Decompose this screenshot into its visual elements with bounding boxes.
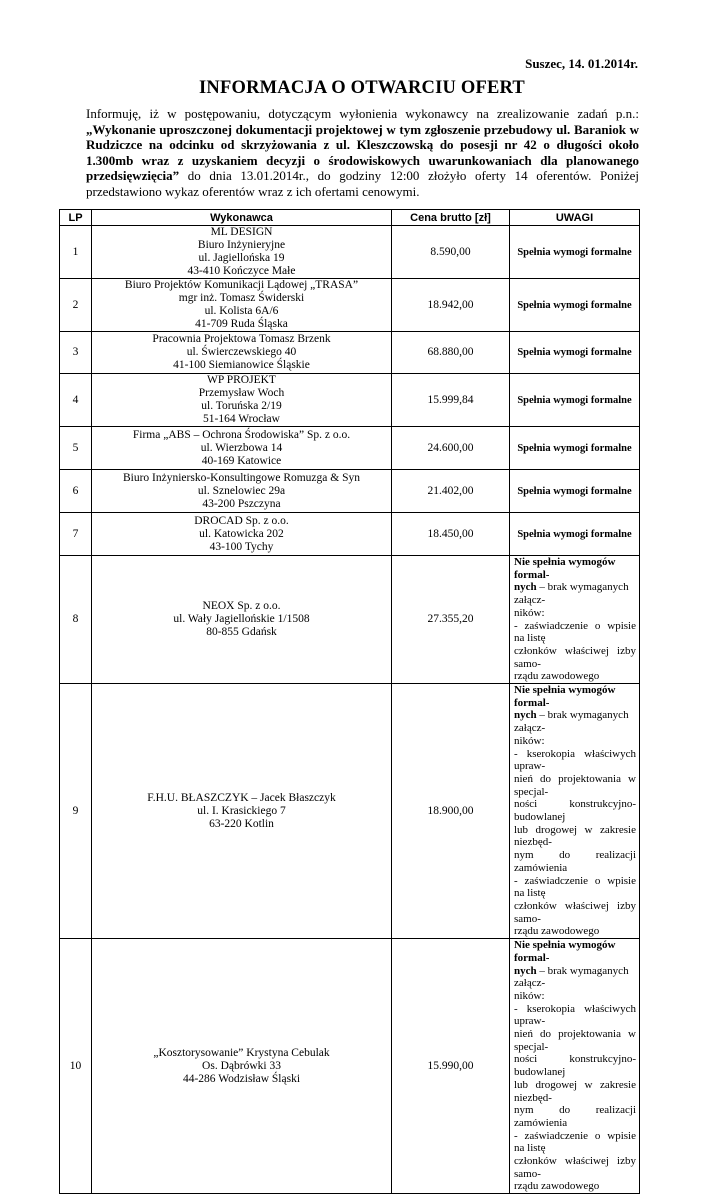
table-row [60,939,640,1194]
cell-lp: 8 [60,556,92,684]
cell-cena: 18.900,00 [392,684,510,939]
cell-cena: 8.590,00 [392,226,510,279]
wykonawca-line: ul. Wierzbowa 14 [200,441,283,454]
document-title: INFORMACJA O OTWARCIU OFERT [199,78,525,98]
cell-lp: 6 [60,470,92,513]
wykonawca-line: ul. Katowicka 202 [199,527,284,540]
table-row [60,513,640,556]
cell-wykonawca [92,279,392,332]
note-line [514,581,636,606]
wykonawca-line: ML DESIGN [210,226,273,238]
wykonawca-line: Biuro Projektów Komunikacji Lądowej „TRASA” [124,279,359,291]
note-line: nień do projektowania w specjal- [514,1028,636,1053]
note-line: członków właściwej izby samo- [514,1155,636,1180]
wykonawca-line: mgr inż. Tomasz Świderski [178,292,305,304]
note-line: - zaświadczenie o wpisie na listę [514,1129,636,1155]
table-row [60,226,640,279]
note-head-word: nych [514,709,537,722]
wykonawca-line: ul. Sznelowiec 29a [197,484,286,497]
cell-cena: 18.450,00 [392,513,510,556]
document-date: Suszec, 14. 01.2014r. [525,56,638,71]
wykonawca-line: 41-709 Ruda Śląska [195,318,288,330]
note-line: - zaświadczenie o wpisie na listę [514,619,636,645]
cell-lp: 9 [60,684,92,939]
cell-uwagi: Spełnia wymogi formalne [510,279,640,332]
wykonawca-line: Firma „ABS – Ochrona Środowiska” Sp. z o.o. [132,428,351,441]
wykonawca-line: 40-169 Katowice [201,454,282,467]
note-line: rządu zawodowego [514,1180,600,1193]
note-line [514,709,636,734]
note-line: lub drogowej w zakresie niezbęd- [514,823,636,849]
header-cena: Cena brutto [zł] [392,210,510,226]
wykonawca-line: 44-286 Wodzisław Śląski [182,1072,301,1085]
intro-text-2: do dnia 13.01.2014r., do godziny 12:00 złożyło oferty 14 oferentów. Poniżej przedstawiono wykaz oferentów wraz z ich ofertami cenowymi. [86,168,639,199]
note-line: nień do projektowania w specjal- [514,772,636,798]
cell-cena: 24.600,00 [392,427,510,470]
note-tail: – brak wymaganych załącz- [514,709,629,735]
cell-cena: 15.990,00 [392,939,510,1194]
note-line [514,965,636,990]
table-header-row [60,210,640,226]
offers-table [59,209,640,1194]
wykonawca-line: ul. Świerczewskiego 40 [186,346,297,358]
note-line: nym do realizacji zamówienia [514,1104,636,1129]
table-row [60,556,640,684]
table-row [60,684,640,939]
wykonawca-line: 41-100 Siemianowice Śląskie [173,359,310,371]
table-body [60,226,640,1194]
wykonawca-line: Os. Dąbrówki 33 [202,1059,281,1072]
table-row [60,332,640,374]
cell-uwagi: Spełnia wymogi formalne [510,427,640,470]
cell-wykonawca [92,332,392,374]
header-wykonawca: Wykonawca [92,210,392,226]
wykonawca-line: Przemysław Woch [198,387,285,399]
wykonawca-line: DROCAD Sp. z o.o. [194,514,289,527]
cell-wykonawca [92,684,392,939]
note-line: nym do realizacji zamówienia [514,849,636,874]
note-line: rządu zawodowego [514,925,600,938]
note-line: ników: [514,734,545,747]
intro-text-1: Informuję, iż w postępowaniu, dotyczącym wyłonienia wykonawcy na zrealizowanie zadań p.n.: [86,106,639,121]
table-row [60,374,640,427]
note-tail: – brak wymaganych załącz- [514,581,629,607]
wykonawca-line: NEOX Sp. z o.o. [202,600,281,613]
cell-wykonawca [92,374,392,427]
cell-uwagi: Spełnia wymogi formalne [510,374,640,427]
wykonawca-line: ul. I. Krasickiego 7 [197,804,286,817]
cell-lp: 3 [60,332,92,374]
note-line: ników: [514,989,545,1002]
note-head-word: nych [514,964,537,977]
cell-uwagi-note [510,684,640,939]
cell-wykonawca [92,470,392,513]
note-line: ników: [514,606,545,619]
cell-lp: 10 [60,939,92,1194]
wykonawca-line: „Kosztorysowanie” Krystyna Cebulak [153,1046,330,1059]
wykonawca-line: WP PROJEKT [207,374,276,386]
note-head-line: Nie spełnia wymogów formal- [514,556,616,581]
wykonawca-line: Biuro Inżyniersko-Konsultingowe Romuzga & Syn [122,471,360,484]
wykonawca-line: ul. Toruńska 2/19 [201,400,282,412]
cell-uwagi-note [510,939,640,1194]
wykonawca-line: Biuro Inżynieryjne [197,239,286,251]
note-line: ności konstrukcyjno-budowlanej [514,798,636,824]
cell-lp: 1 [60,226,92,279]
wykonawca-line: ul. Kolista 6A/6 [204,305,279,317]
note-line: lub drogowej w zakresie niezbęd- [514,1078,636,1104]
note-head-line: Nie spełnia wymogów formal- [514,684,616,709]
cell-wykonawca [92,226,392,279]
intro-paragraph [86,106,639,200]
cell-cena: 68.880,00 [392,332,510,374]
cell-lp: 4 [60,374,92,427]
wykonawca-line: 80-855 Gdańsk [206,626,277,639]
cell-cena: 18.942,00 [392,279,510,332]
intro-task-name: „Wykonanie uproszczonej dokumentacji projektowej w tym zgłoszenie przebudowy ul. Baraniok w Rudziczce na odcinku od skrzyżowania z ul. Kleszczowską do posesji nr 42 o długości około 1.300mb wraz z uzyskaniem decyzji o środowiskowych uwarunkowaniach dla planowanego przedsięwzięcia” [86,121,639,184]
table-row [60,427,640,470]
note-line: ności konstrukcyjno-budowlanej [514,1053,636,1079]
wykonawca-line: 63-220 Kotlin [209,817,274,830]
cell-lp: 7 [60,513,92,556]
cell-uwagi: Spełnia wymogi formalne [510,332,640,374]
cell-uwagi: Spełnia wymogi formalne [510,470,640,513]
header-lp: LP [60,210,92,226]
wykonawca-line: ul. Jagiellońska 19 [198,252,285,264]
cell-uwagi: Spełnia wymogi formalne [510,513,640,556]
cell-cena: 21.402,00 [392,470,510,513]
note-head-line: Nie spełnia wymogów formal- [514,939,616,964]
note-line: rządu zawodowego [514,670,600,683]
cell-lp: 5 [60,427,92,470]
wykonawca-line: ul. Wały Jagiellońskie 1/1508 [173,613,310,626]
cell-wykonawca [92,427,392,470]
note-tail: – brak wymaganych załącz- [514,964,629,990]
note-line: - kserokopia właściwych upraw- [514,747,636,773]
cell-uwagi: Spełnia wymogi formalne [510,226,640,279]
wykonawca-line: 43-100 Tychy [209,540,274,553]
note-line: - kserokopia właściwych upraw- [514,1002,636,1028]
wykonawca-line: F.H.U. BŁASZCZYK – Jacek Błaszczyk [147,791,336,804]
note-line: członków właściwej izby samo- [514,899,636,925]
wykonawca-line: 51-164 Wrocław [203,413,280,425]
wykonawca-line: 43-200 Pszczyna [202,497,281,510]
cell-wykonawca [92,513,392,556]
table-row [60,279,640,332]
wykonawca-line: Pracownia Projektowa Tomasz Brzenk [152,333,331,345]
cell-lp: 2 [60,279,92,332]
note-head-word: nych [514,581,537,594]
cell-uwagi-note [510,556,640,684]
cell-cena: 15.999,84 [392,374,510,427]
cell-cena: 27.355,20 [392,556,510,684]
note-line: - zaświadczenie o wpisie na listę [514,874,636,900]
cell-wykonawca [92,939,392,1194]
table-row [60,470,640,513]
note-line: członków właściwej izby samo- [514,644,636,670]
cell-wykonawca [92,556,392,684]
header-uwagi: UWAGI [510,210,640,226]
wykonawca-line: 43-410 Kończyce Małe [187,265,296,277]
